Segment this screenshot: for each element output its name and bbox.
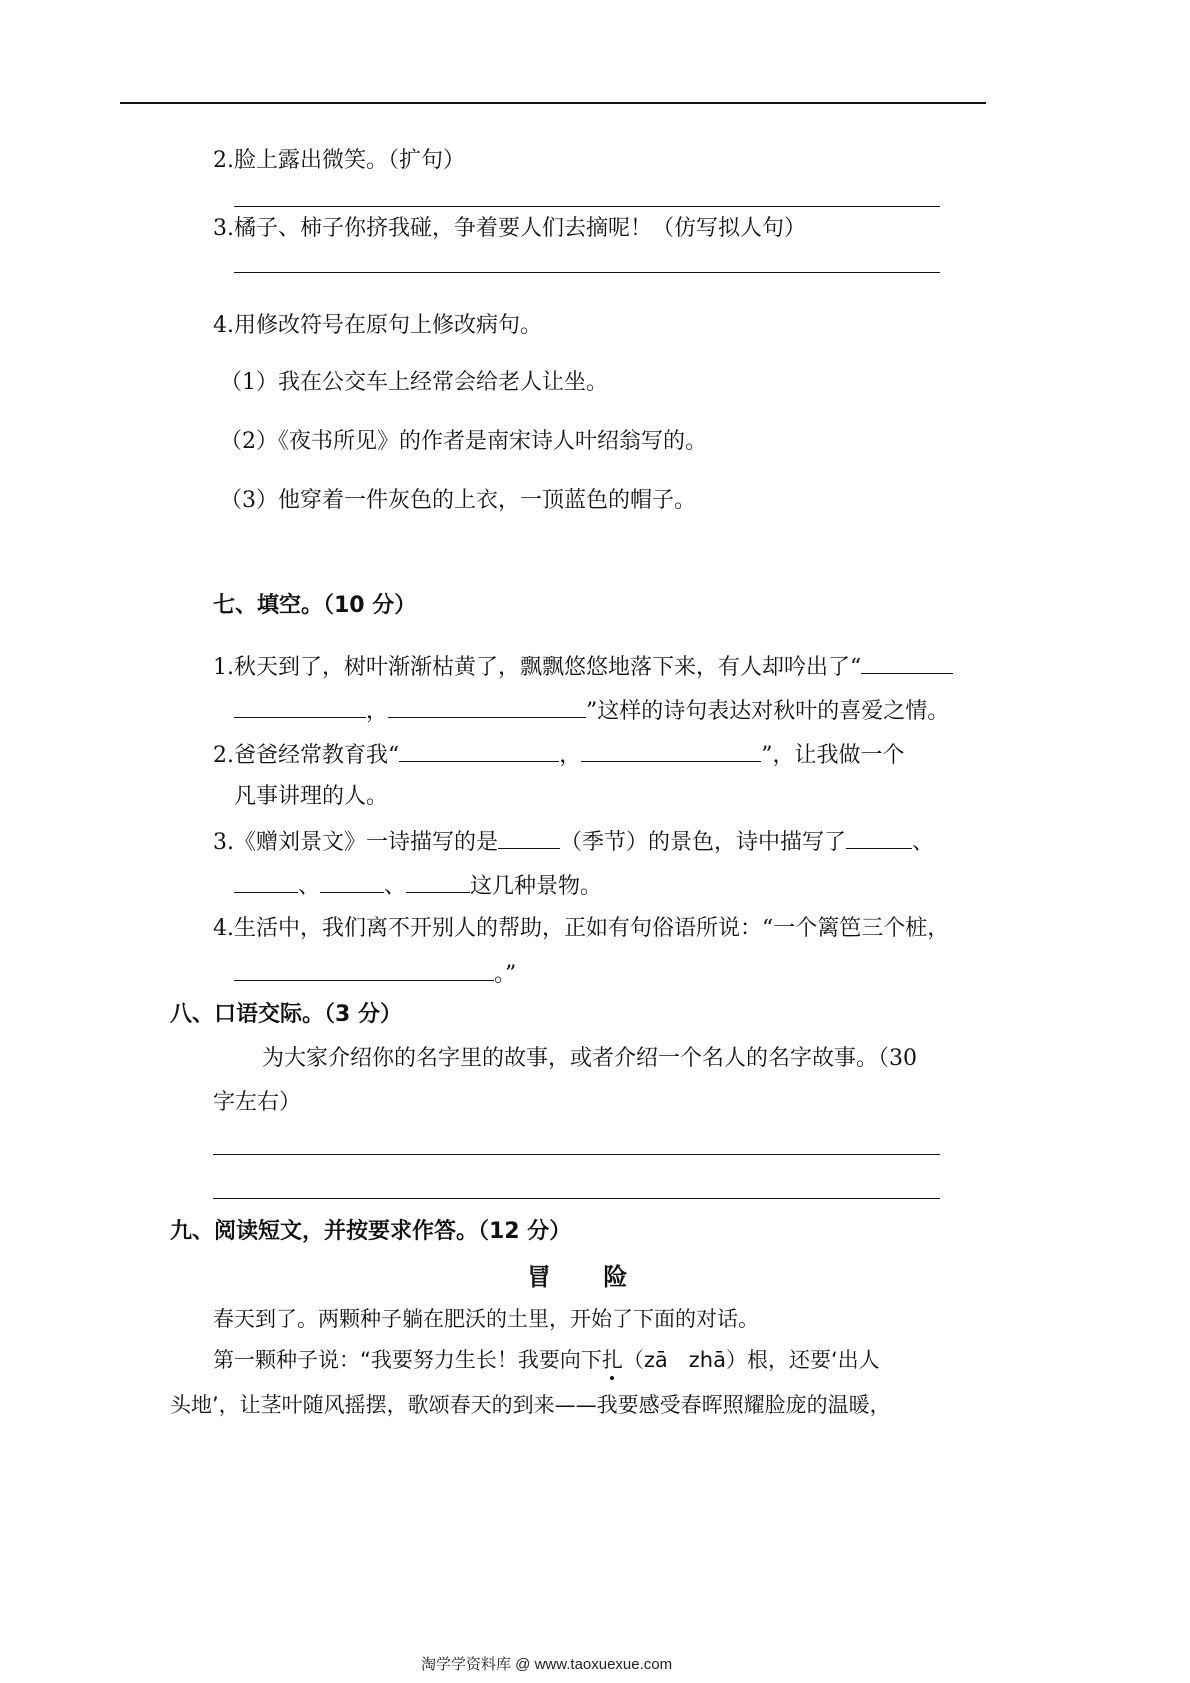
- blank-7-2-a[interactable]: [399, 743, 559, 762]
- question-6-2: 2.脸上露出微笑。（扩句）: [213, 148, 465, 173]
- answer-line-6-2: [234, 206, 940, 207]
- blank-7-2-b[interactable]: [581, 743, 761, 762]
- answer-line-8-2: [213, 1198, 940, 1199]
- header-rule: [120, 102, 986, 104]
- question-6-4: 4.用修改符号在原句上修改病句。: [213, 313, 542, 338]
- question-7-2-cont: 凡事讲理的人。: [234, 784, 389, 809]
- question-7-1: [213, 655, 953, 679]
- question-7-3-cont: 、 、 这几种景物。: [234, 874, 602, 898]
- passage-title: 冒 险: [527, 1263, 650, 1291]
- question-7-1-text: 1.秋天到了，树叶渐渐枯黄了，飘飘悠悠地落下来，有人却吟出了“: [213, 655, 862, 680]
- question-7-4: 4.生活中，我们离不开别人的帮助，正如有句俗语所说：“一个篱笆三个桩，: [213, 916, 950, 941]
- question-7-1-tail: ”这样的诗句表达对秋叶的喜爱之情。: [586, 699, 950, 724]
- blank-7-3-season[interactable]: [498, 830, 560, 849]
- blank-7-3-a[interactable]: [846, 830, 912, 849]
- section-8-prompt-cont: 字左右）: [213, 1090, 302, 1115]
- section-7-heading: 七、填空。（10 分）: [213, 593, 417, 618]
- answer-line-6-3: [234, 272, 940, 273]
- question-6-4-1: （1）我在公交车上经常会给老人让坐。: [220, 370, 608, 395]
- blank-7-3-d[interactable]: [406, 874, 470, 893]
- question-6-4-3: （3）他穿着一件灰色的上衣，一顶蓝色的帽子。: [220, 488, 696, 513]
- question-7-1-cont: ， ”这样的诗句表达对秋叶的喜爱之情。: [234, 699, 949, 723]
- question-6-3: 3.橘子、柿子你挤我碰，争着要人们去摘呢！（仿写拟人句）: [213, 216, 806, 241]
- question-6-4-2: （2）《夜书所见》的作者是南宋诗人叶绍翁写的。: [220, 429, 707, 454]
- section-8-heading: 八、口语交际。（3 分）: [170, 1002, 402, 1027]
- section-9-heading: 九、阅读短文，并按要求作答。（12 分）: [170, 1219, 572, 1244]
- blank-7-4[interactable]: [234, 962, 494, 981]
- blank-7-1-c[interactable]: [388, 699, 586, 718]
- blank-7-3-c[interactable]: [320, 874, 384, 893]
- passage-paragraph-2-cont: 头地’，让茎叶随风摇摆，歌颂春天的到来——我要感受春晖照耀脸庞的温暖，: [170, 1393, 891, 1417]
- blank-7-1-a[interactable]: [861, 655, 953, 674]
- passage-paragraph-2: 第一颗种子说：“我要努力生长！我要向下扎（zā zhā）根，还要‘出人: [213, 1348, 880, 1372]
- question-7-2: 2.爸爸经常教育我“ ， ”，让我做一个: [213, 743, 905, 768]
- answer-line-8-1: [213, 1154, 940, 1155]
- question-7-3: 3.《赠刘景文》一诗描写的是 （季节）的景色，诗中描写了 、: [213, 830, 935, 855]
- blank-7-3-b[interactable]: [234, 874, 298, 893]
- emphasis-dot-char: 扎: [601, 1348, 623, 1372]
- footer-watermark: 淘学学资料库 @ www.taoxuexue.com: [421, 1656, 673, 1673]
- question-7-4-cont: 。”: [234, 962, 516, 986]
- blank-7-1-b[interactable]: [234, 699, 366, 718]
- section-8-prompt: 为大家介绍你的名字里的故事，或者介绍一个名人的名字故事。（30: [262, 1046, 917, 1071]
- passage-paragraph-1: 春天到了。两颗种子躺在肥沃的土里，开始了下面的对话。: [213, 1307, 759, 1331]
